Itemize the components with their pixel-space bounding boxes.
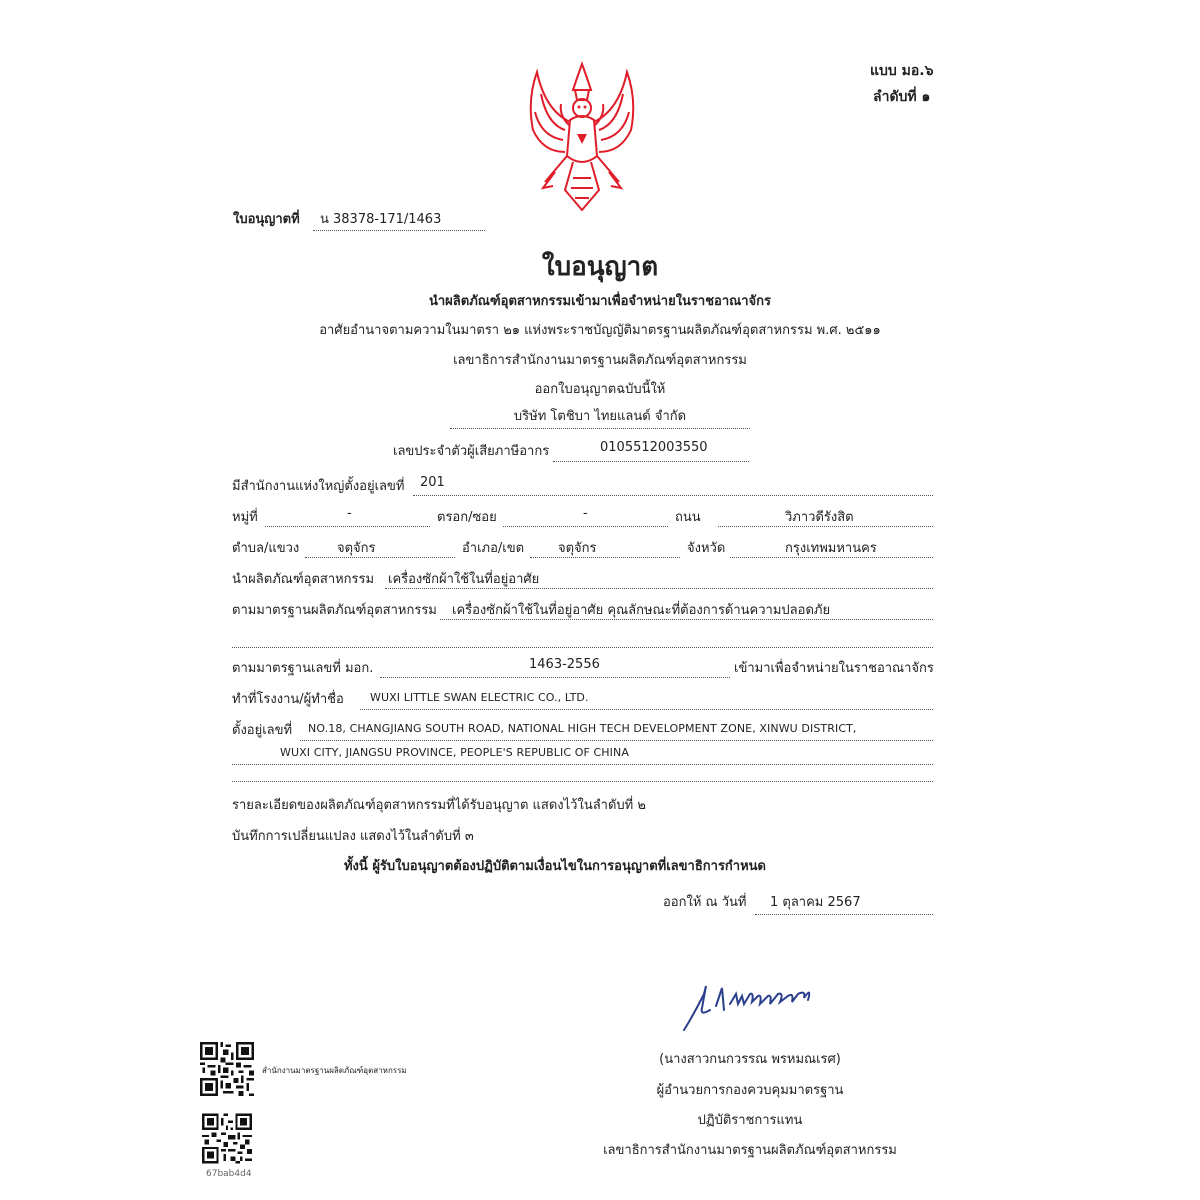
standard-no-line [380, 677, 730, 678]
standard-no-label: ตามมาตรฐานเลขที่ มอก. [232, 661, 374, 676]
road-value: วิภาวดีรังสิต [785, 510, 854, 525]
document-title: ใบอนุญาต [541, 252, 659, 282]
factory-address-line1: NO.18, CHANGJIANG SOUTH ROAD, NATIONAL HIGH TECH DEVELOPMENT ZONE, XINWU DISTRICT, [308, 722, 857, 735]
province-label: จังหวัด [687, 541, 726, 556]
details-note: รายละเอียดของผลิตภัณฑ์อุตสาหกรรมที่ได้รับอนุญาต แสดงไว้ในลำดับที่ ๒ [232, 798, 646, 813]
factory-line [360, 709, 933, 710]
signatory-name: (นางสาวกนกวรรณ พรหมณเรศ) [659, 1052, 841, 1067]
factory-address-line-3 [232, 781, 933, 782]
road-label: ถนน [675, 510, 701, 525]
tax-id-value: 0105512003550 [600, 440, 708, 455]
tambon-line [305, 557, 455, 558]
qr-code-small-icon [202, 1113, 252, 1171]
province-line [730, 557, 933, 558]
hq-no-value: 201 [420, 475, 445, 490]
tambon-value: จตุจักร [337, 541, 376, 556]
issue-date-line [755, 914, 933, 915]
factory-address-line2: WUXI CITY, JIANGSU PROVINCE, PEOPLE'S REPUBLIC OF CHINA [280, 746, 629, 759]
signatory-office: เลขาธิการสำนักงานมาตรฐานผลิตภัณฑ์อุตสาหกรรม [603, 1143, 897, 1158]
moo-value: - [347, 506, 352, 521]
sequence-label: ลำดับที่ ๑ [873, 89, 931, 105]
signatory-acting: ปฏิบัติราชการแทน [697, 1113, 803, 1128]
license-no-value: น 38378-171/1463 [320, 212, 442, 227]
hq-line [413, 495, 933, 496]
license-no-label: ใบอนุญาตที่ [233, 212, 300, 227]
tax-id-line [553, 461, 749, 462]
product-value: เครื่องซักผ้าใช้ในที่อยู่อาศัย [388, 572, 540, 587]
agency-footer: สำนักงานมาตรฐานผลิตภัณฑ์อุตสาหกรรม [262, 1066, 407, 1075]
standard-line [440, 619, 933, 620]
product-label: นำผลิตภัณฑ์อุตสาหกรรม [232, 572, 375, 587]
signature-icon [680, 980, 830, 1035]
issue-date-value: 1 ตุลาคม 2567 [770, 895, 861, 910]
signatory-position: ผู้อำนวยการกองควบคุมมาตรฐาน [656, 1083, 844, 1098]
factory-name: WUXI LITTLE SWAN ELECTRIC CO., LTD. [370, 691, 589, 704]
hq-label: มีสำนักงานแห่งใหญ่ตั้งอยู่เลขที่ [232, 479, 405, 494]
amphoe-line [530, 557, 680, 558]
product-line [385, 588, 933, 589]
tax-id-label: เลขประจำตัวผู้เสียภาษีอากร [393, 444, 550, 459]
form-code: แบบ มอ.๖ [870, 63, 934, 79]
preamble-line3: ออกใบอนุญาตฉบับนี้ให้ [534, 382, 666, 397]
document-subtitle: นำผลิตภัณฑ์อุตสาหกรรมเข้ามาเพื่อจำหน่ายในราชอาณาจักร [429, 294, 771, 309]
soi-value: - [583, 506, 588, 521]
soi-label: ตรอก/ซอย [437, 510, 497, 525]
garuda-emblem-icon [515, 60, 650, 215]
tambon-label: ตำบล/แขวง [232, 541, 300, 556]
standard-label: ตามมาตรฐานผลิตภัณฑ์อุตสาหกรรม [232, 603, 437, 618]
amphoe-value: จตุจักร [558, 541, 597, 556]
factory-label: ทำที่โรงงาน/ผู้ทำชื่อ [232, 692, 344, 707]
moo-line [265, 526, 430, 527]
company-line [450, 428, 750, 429]
issue-date-label: ออกให้ ณ วันที่ [663, 895, 747, 910]
preamble-line1: อาศัยอำนาจตามความในมาตรา ๒๑ แห่งพระราชบัญญัติมาตรฐานผลิตภัณฑ์อุตสาหกรรม พ.ศ. ๒๕๑๑ [319, 323, 881, 338]
road-line [718, 526, 933, 527]
standard-no-value: 1463-2556 [529, 657, 600, 672]
qr-code-icon [200, 1042, 254, 1096]
changes-note: บันทึกการเปลี่ยนแปลง แสดงไว้ในลำดับที่ ๓ [232, 829, 474, 844]
licensee-company: บริษัท โตชิบา ไทยแลนด์ จำกัด [513, 409, 687, 424]
factory-address-label: ตั้งอยู่เลขที่ [232, 723, 293, 738]
factory-address-line-2 [232, 764, 933, 765]
preamble-line2: เลขาธิการสำนักงานมาตรฐานผลิตภัณฑ์อุตสาหกรรม [453, 353, 747, 368]
moo-label: หมู่ที่ [232, 510, 258, 525]
import-text: เข้ามาเพื่อจำหน่ายในราชอาณาจักร [734, 661, 934, 676]
standard-line-2 [232, 647, 933, 648]
province-value: กรุงเทพมหานคร [785, 541, 877, 556]
conditions-note: ทั้งนี้ ผู้รับใบอนุญาตต้องปฏิบัติตามเงื่อนไขในการอนุญาตที่เลขาธิการกำหนด [343, 859, 766, 874]
standard-value: เครื่องซักผ้าใช้ในที่อยู่อาศัย คุณลักษณะที่ต้องการด้านความปลอดภัย [452, 603, 831, 618]
license-no-line [313, 230, 485, 231]
doc-code: 67bab4d4 [206, 1169, 252, 1179]
factory-address-line [300, 740, 933, 741]
soi-line [503, 526, 668, 527]
amphoe-label: อำเภอ/เขต [462, 541, 525, 556]
